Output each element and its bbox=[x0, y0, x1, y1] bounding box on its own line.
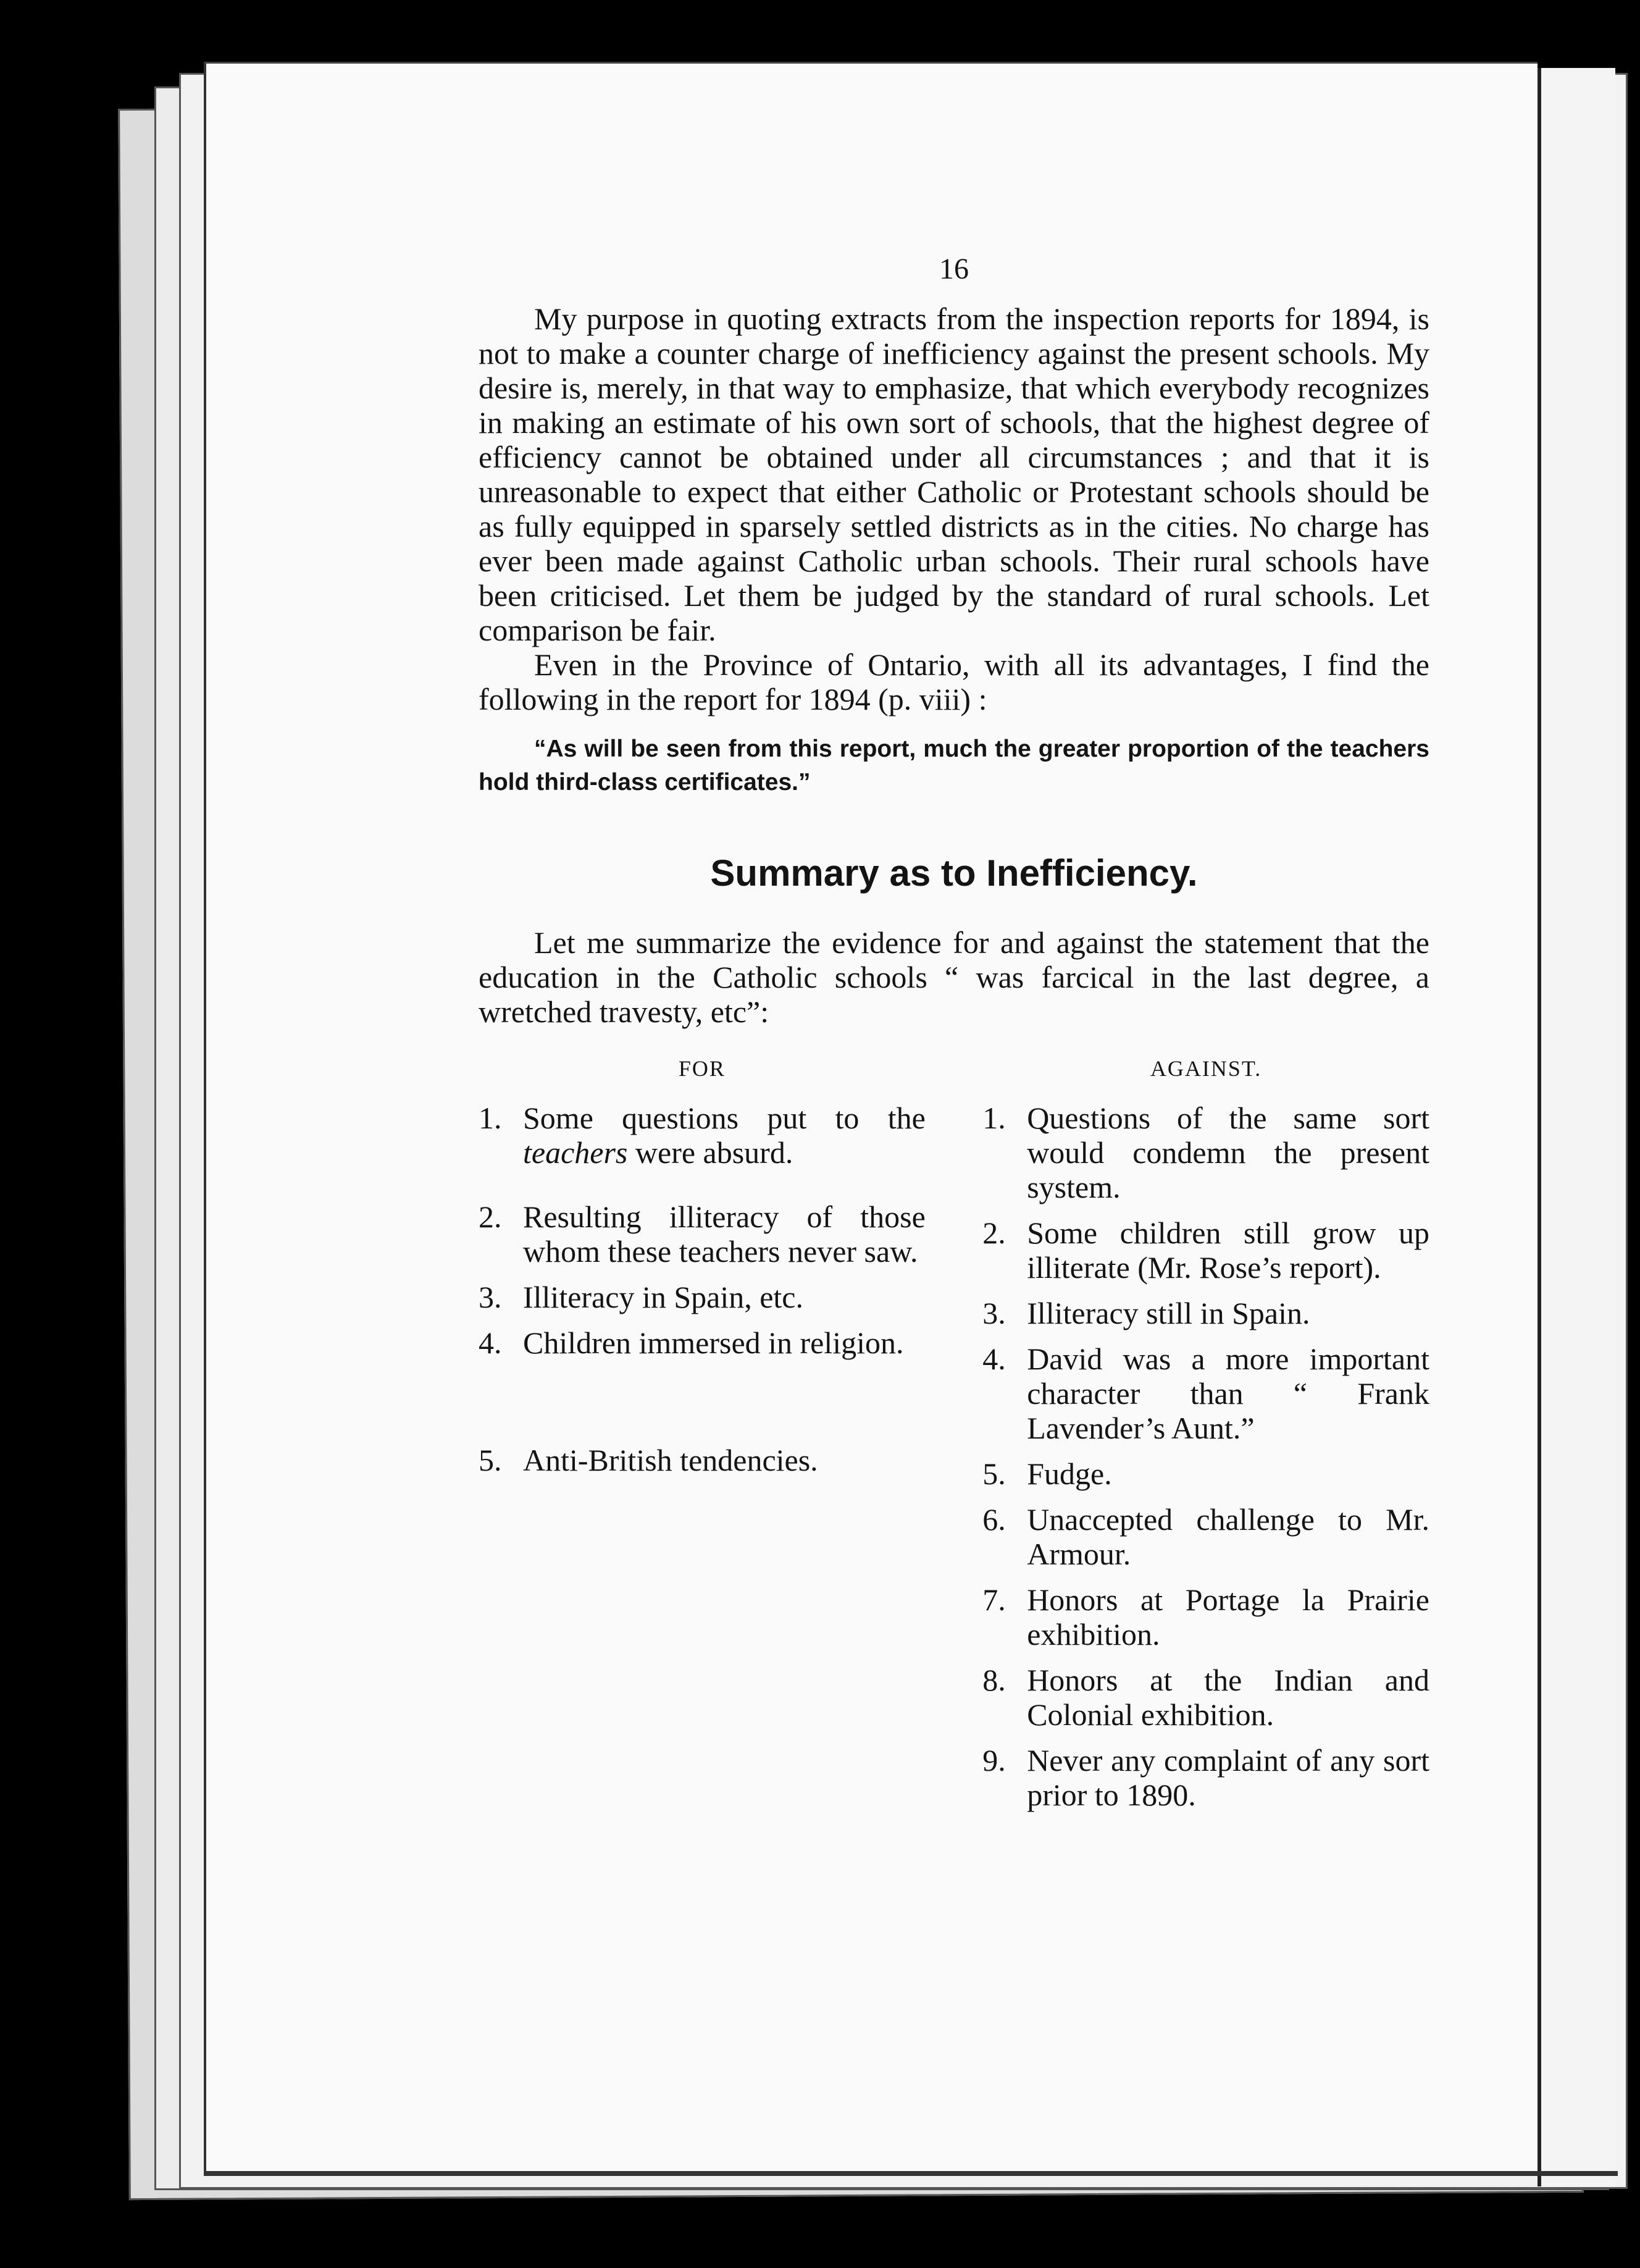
item-number: 2. bbox=[479, 1199, 502, 1234]
item-number: 9. bbox=[982, 1743, 1006, 1778]
item-text: Anti-British tendencies. bbox=[523, 1443, 818, 1477]
item-text: Honors at Portage la Prairie exhibition. bbox=[1027, 1582, 1429, 1652]
item-text: Never any complaint of any sort prior to 1890. bbox=[1027, 1743, 1429, 1812]
item-number: 3. bbox=[479, 1280, 502, 1314]
summary-columns bbox=[479, 1051, 1429, 1823]
item-number: 4. bbox=[982, 1342, 1006, 1376]
item-text: Illiteracy in Spain, etc. bbox=[523, 1280, 804, 1314]
list-item bbox=[982, 1502, 1429, 1571]
item-text: Unaccepted challenge to Mr. Armour. bbox=[1027, 1502, 1429, 1571]
list-item bbox=[479, 1199, 926, 1269]
item-text: Some questions put to the teachers were absurd. bbox=[523, 1101, 926, 1170]
item-number: 5. bbox=[982, 1456, 1006, 1491]
for-column bbox=[479, 1051, 926, 1823]
page-bottom-edge bbox=[204, 2171, 1618, 2176]
block-quote: “As will be seen from this report, much the greater proportion of the teachers hold third-class certificates.” bbox=[479, 736, 1429, 796]
item-number: 4. bbox=[479, 1325, 502, 1360]
item-number: 6. bbox=[982, 1502, 1006, 1537]
list-item bbox=[982, 1582, 1429, 1652]
item-number: 5. bbox=[479, 1443, 502, 1477]
body-paragraph: My purpose in quoting extracts from the inspection reports for 1894, is not to make a counter charge of inefficiency against the present schools. My desire is, merely, in that way to emphasize, that which everybody recognizes in making an estimate of his own sort of schools, that the highest degree of efficiency cannot be obtained under all circumstances ; and that it is unreasonable to expect that either Catholic or Protestant schools should be as fully equipped in sparsely settled districts as in the cities. No charge has ever been made against Catholic urban schools. Their rural schools have been criticised. Let them be judged by the standard of rural schools. Let comparison be fair. bbox=[479, 301, 1429, 647]
list-item bbox=[982, 1456, 1429, 1491]
page-content bbox=[479, 252, 1429, 1823]
item-text: David was a more important character than “ Frank Lavender’s Aunt.” bbox=[1027, 1342, 1429, 1445]
item-number: 1. bbox=[982, 1101, 1006, 1135]
item-text: Resulting illiteracy of those whom these teachers never saw. bbox=[523, 1199, 926, 1269]
for-column-header: FOR bbox=[678, 1056, 726, 1081]
item-number: 2. bbox=[982, 1216, 1006, 1250]
list-item bbox=[479, 1280, 926, 1314]
list-item bbox=[982, 1342, 1429, 1445]
item-number: 3. bbox=[982, 1296, 1006, 1330]
page-number: 16 bbox=[939, 253, 969, 285]
list-item bbox=[479, 1325, 926, 1360]
list-item bbox=[982, 1216, 1429, 1285]
item-text: Questions of the same sort would condemn the present system. bbox=[1027, 1101, 1429, 1204]
item-number: 7. bbox=[982, 1582, 1006, 1617]
against-column bbox=[982, 1051, 1429, 1823]
summary-intro: Let me summarize the evidence for and against the statement that the education in the Catholic schools “ was farcical in the last degree, a wretched travesty, etc”: bbox=[479, 925, 1429, 1029]
list-item bbox=[982, 1743, 1429, 1812]
item-number: 8. bbox=[982, 1663, 1006, 1697]
item-text: Fudge. bbox=[1027, 1456, 1112, 1491]
facing-page-edge bbox=[1538, 68, 1615, 2186]
item-text: Some children still grow up illiterate (Mr. Rose’s report). bbox=[1027, 1216, 1429, 1285]
against-column-header: AGAINST. bbox=[1150, 1056, 1262, 1081]
list-item bbox=[982, 1663, 1429, 1732]
item-text: Children immersed in religion. bbox=[523, 1325, 904, 1360]
item-number: 1. bbox=[479, 1101, 502, 1135]
list-item bbox=[479, 1101, 926, 1170]
list-item bbox=[982, 1101, 1429, 1204]
item-text: Illiteracy still in Spain. bbox=[1027, 1296, 1310, 1330]
item-text: Honors at the Indian and Colonial exhibition. bbox=[1027, 1663, 1429, 1732]
list-item bbox=[479, 1443, 926, 1477]
section-heading: Summary as to Inefficiency. bbox=[710, 852, 1198, 894]
body-paragraph: Even in the Province of Ontario, with all its advantages, I find the following in the report for 1894 (p. viii) : bbox=[479, 647, 1429, 716]
list-item bbox=[982, 1296, 1429, 1330]
